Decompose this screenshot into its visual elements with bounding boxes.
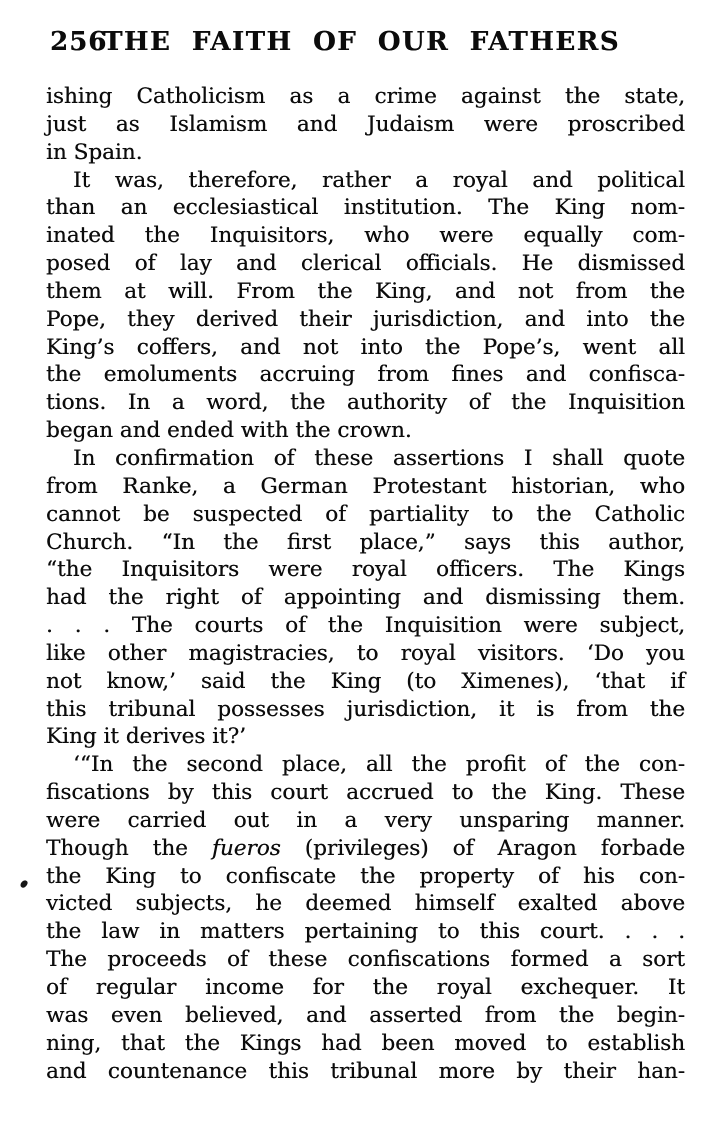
text-line: It was, therefore, rather a royal and political xyxy=(73,167,685,193)
text-line: ‘“In the second place, all the profit of the con- xyxy=(73,752,685,778)
text-line: . . . The courts of the Inquisition were subject, xyxy=(46,613,685,639)
text-line: this tribunal possesses jurisdiction, it is from the xyxy=(46,696,685,722)
text-line: the King to confiscate the property of his con- xyxy=(46,863,685,889)
text-line: Though the fueros (privileges) of Aragon forbade xyxy=(46,835,686,861)
text-line: Church. “In the first place,” says this author, xyxy=(46,529,685,555)
text-line: of regular income for the royal exchequer. It xyxy=(46,975,685,1000)
text-line: them at will. From the King, and not from the xyxy=(46,278,685,304)
text-line: Pope, they derived their jurisdiction, and into the xyxy=(46,306,685,332)
text-line: like other magistracies, to royal visitors. ‘Do you xyxy=(46,640,685,666)
text-line: King it derives it?’ xyxy=(46,724,246,750)
text-line: tions. In a word, the authority of the Inquisition xyxy=(46,390,685,416)
text-line: inated the Inquisitors, who were equally com- xyxy=(46,223,685,249)
ink-smudge-mark xyxy=(19,879,28,889)
text-line: just as Islamism and Judaism were proscribed xyxy=(46,111,685,137)
text-line: began and ended with the crown. xyxy=(46,418,412,444)
text-line: victed subjects, he deemed himself exalted above xyxy=(46,891,685,917)
text-line: fiscations by this court accrued to the King. These xyxy=(46,780,685,806)
text-line: in Spain. xyxy=(46,139,143,165)
text-line: was even believed, and asserted from the begin- xyxy=(46,1002,685,1028)
page-title: THE FAITH OF OUR FATHERS xyxy=(103,27,620,57)
text-line: ning, that the Kings had been moved to establish xyxy=(46,1030,685,1056)
text-line: In confirmation of these assertions I shall quote xyxy=(73,445,685,471)
text-line: from Ranke, a German Protestant historian, who xyxy=(46,473,685,499)
page-body-text xyxy=(46,83,685,1085)
text-line: The proceeds of these confiscations formed a sort xyxy=(46,947,685,973)
text-line: cannot be suspected of partiality to the Catholic xyxy=(46,501,685,527)
text-line: the emoluments accruing from fines and confisca- xyxy=(46,362,685,388)
text-line: than an ecclesiastical institution. The King nom- xyxy=(46,195,685,221)
text-line: “the Inquisitors were royal officers. The Kings xyxy=(46,557,685,583)
text-line: ishing Catholicism as a crime against the state, xyxy=(46,84,685,109)
text-line: the law in matters pertaining to this court. . . . xyxy=(46,919,685,945)
text-line: were carried out in a very unsparing manner. xyxy=(46,807,685,833)
text-line: had the right of appointing and dismissing them. xyxy=(46,585,685,611)
page-number: 256 xyxy=(50,27,108,57)
text-line: posed of lay and clerical officials. He dismissed xyxy=(46,251,685,277)
running-header xyxy=(0,24,723,58)
text-line: not know,’ said the King (to Ximenes), ‘that if xyxy=(46,668,685,694)
text-line: King’s coffers, and not into the Pope’s, went all xyxy=(46,334,685,360)
text-line: and countenance this tribunal more by their han- xyxy=(46,1058,685,1084)
